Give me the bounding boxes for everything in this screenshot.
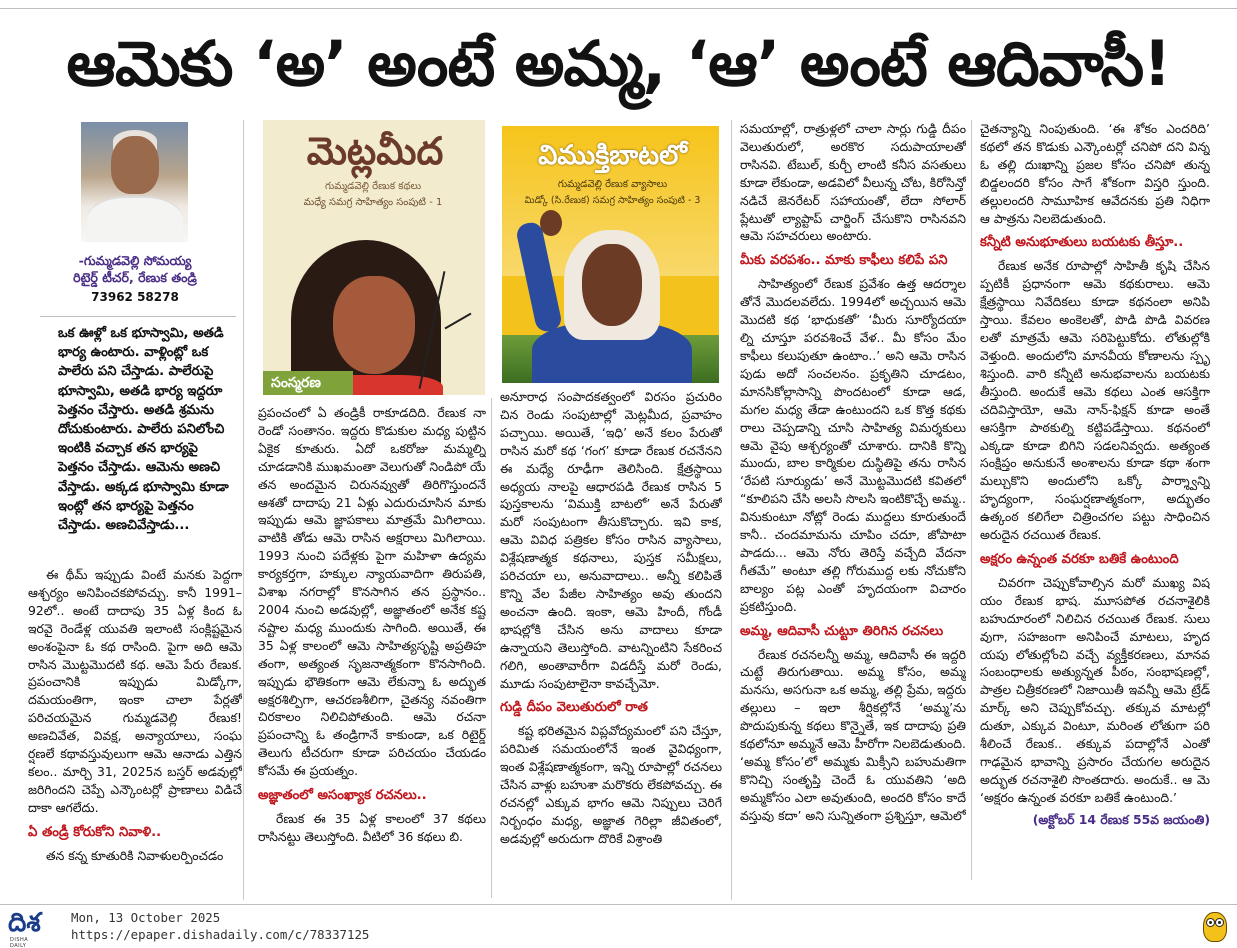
book1-label: సంస్మరణ — [263, 371, 353, 395]
subheading: మీకు వరపశం.. మాకు కాఫీలు కలిపే పని — [740, 253, 948, 269]
paragraph: ప్రపంచంలో ఏ తండ్రికీ రాకూడదిది. రేణుక నా రెండో సంతానం. ఇద్దరు కొడుకుల మధ్య పుట్టిన ఏకైక కూతురు. ఏదో ఒకరోజు మమ్మల్ని చూడడానికి ముఖమంతా వెలుగుతో నిండిపో యే తన అందమైన చిరునవ్వుతో తిరిగొస్తుందనే ఆశతో దాదాపు 21 ఏళ్లు ఎదురుచూసిన మాకు ఇప్పుడు ఆమె జ్ఞాపకాలు మాత్రమే మిగిలాయి. వాటికి తోడు ఆమె రాసిన అక్షరాలు మిగిలాయి. 1993 నుంచి పదేళ్లకు పైగా మహిళా ఉద్యమ కార్యకర్తగా, హక్కుల న్యాయవాదిగా తిరుపతి, విశాఖ నగరాల్లో కొనసాగిన తన ప్రస్థానం.. 2004 నుంచి అడవుల్లో, అజ్ఞాతంలో అనేక కష్ట నష్టాల మధ్య ముందుకు సాగింది. అయితే, ఈ 35 ఏళ్ల కాలంలో ఆమె సాహిత్యసృష్టి అప్రతిహ తంగా, అత్యంత సృజనాత్మకంగా కొనసాగింది. ఇప్పుడు భౌతికంగా ఆమె లేకున్నా ఓ అద్భుత అక్షరశిల్పిగా, ఆచరణశీలిగా, చైతన్య నవంతిగా చిరకాలం నిలిచిపోతుంది. ఆమె రచనా ప్రపంచాన్ని ఓ తండ్రిగానే కాకుండా, ఒక రిటైర్డ్ తెలుగు టీచరుగా కూడా పరిచయం చేయడం కోసమే ఈ ప్రయత్నం. — [258, 405, 486, 779]
paragraph: రేణుక అనేక రూపాల్లో సాహితీ కృషి చేసిన ప్పటికీ ప్రధానంగా ఆమె కథకురాలు. ఆమె క్షేత్రస్థాయి నివేదికలు కూడా కథనంలా అనిపి స్తాయి. కేవలం అంకెలతో, పొడి పొడి వివరణ లతో మాత్రమే ఆమె సరిపెట్టుకోదు. లోతుల్లోకి వెళ్తుంది. అందులోని మానవీయ కోణాలను స్పృ శిస్తుంది. వారి కన్నీటి అనుభవాలను బయటకు తీస్తుంది. అందుకే ఆమె కథలు ఎంత ఆసక్తిగా చదివిస్తాయో, ఆమె నాన్-ఫిక్షన్ కూడా అంతే ఆసక్తిగా పాఠకుల్ని కట్టిపడేస్తాయి. కథనంలో ఎక్కడా కూడా బిగిని సడలనివ్వదు. అత్యంత సంక్షిప్తం అనుకునే అంశాలను కూడా కథా శంగా మల్చుకొని అందులోని ఒక్కో పార్శ్వాన్ని హృద్యంగా, సంఘర్షణాత్మకంగా, అద్భుతం ఉత్కంఠ కలిగేలా చిత్రించగల పట్టు సాధించిన అరుదైన రచయిత రేణుక. — [980, 258, 1210, 543]
author-role: రిటైర్డ్ టీచర్, రేణుక తండ్రి — [73, 270, 197, 285]
column-divider — [491, 398, 492, 898]
book2-subtitle: గుమ్మడవెల్లి రేణుక వ్యాసాలు — [557, 179, 668, 190]
book1-title: మెట్లమీద — [306, 129, 444, 173]
subheading: అమ్మ, ఆదివాసీ చుట్టూ తిరిగిన రచనలు — [740, 623, 944, 639]
paragraph: తన కన్న కూతురికి నివాళులర్పించడం — [46, 847, 224, 863]
author-divider — [40, 316, 236, 317]
edition-date: Mon, 13 October 2025 — [71, 910, 221, 925]
paragraph: సమయాల్లో, రాత్రుళ్లలో చాలా సార్లు గుడ్డి దీపం వెలుతురులో, అరకొర సదుపాయాలతో రాసినవి. టేబుల్, కుర్చీ లాంటి కనీస వసతులు కూడా లేకుండా, అడవిలో వీలున్న చోట, కిరోసిన్తో నడిచే జెనరేటర్ సహాయంతో, లేదా సోలార్ ప్లేటుతో ల్యాప్టాప్ చార్జింగ్ చేసుకొని రాసినవని ఆమె సహచరులు అంటారు. — [740, 121, 966, 244]
paragraph: సాహిత్యంలో రేణుక ప్రవేశం ఉత్త ఆదర్శాల తోనే మొదలవలేదు. 1994లో అచ్చయిన ఆమె మొదటి కథ ‘భాధుకతో’ ‘మీరు సూర్యోదయా ల్ని చూస్తూ పరవశించే వేళ.. మీ కోసం మేం కాఫీలు కలుపుతూ ఉంటాం..’ అని ఆమె రాసిన పుడు అదో సంచలనం. ప్రకృతిని చూడటం, మానసికోల్లాసాన్ని పొందటంలో కూడా ఆడ, మగల మధ్య తేడా ఉంటుందని ఒక కొత్త కథకు రాలు చెప్పడాన్ని చూసి సాహిత్య విమర్శకులు ఆమె వైపు ఆశ్చర్యంతో చూశారు. దానికి కొన్ని ముందు, బాల కార్మికుల దుస్థితిపై తను రాసిన ‘రేపటి సూర్యుడు’ అనే మొట్టమొదటి కవితలో “కూలిపని చేసి అలసి సొలసి ఇంటికొచ్చే అమ్మ.. వినుకుంటూ నోట్లో రెండు ముద్దలు కూరుతుందే కానీ.. చందమామను చూపిం చదూ, జోపాటా పాడదు... ఆమె నోరు తెరిస్తే వచ్చేది వేదనా గీతమే” అంటూ తల్లి గోరుముద్ద లకు నోచుకోని బాల్యం పట్ల ఎంతో హృదయంగా విచారం ప్రకటిస్తుంది. — [740, 276, 966, 614]
paragraph: కష్ట భరితమైన విప్లవోద్యమంలో పని చేస్తూ, పరిమిత సమయంలోనే ఇంత వైవిధ్యంగా, ఇంత విశ్లేషణాత్మకంగా, ఇన్ని రూపాల్లో రచనలు చేసిన వాళ్లు బహుశా మరొకరు లేకపోవచ్చు. ఈ రచనల్లో ఎక్కువ భాగం ఆమె నిప్పులు చెరిగే నిర్బంధం మధ్య, అజ్ఞాత గెరిల్లా జీవితంలో, అడవుల్లో అరుదుగా దొరికే విశ్రాంతి — [500, 723, 722, 846]
article-column-5 — [980, 120, 1210, 876]
book-cover-metlameeda — [263, 120, 485, 395]
book2-subtitle-2: మిడ్కో (సి.రేణుక) సమగ్ర సాహిత్యం సంపుటి - 3 — [524, 195, 701, 206]
subheading: కన్నీటి అనుభూతులు బయటకు తీస్తూ.. — [980, 235, 1184, 251]
author-photo — [81, 122, 188, 242]
paragraph: అనూరాధ సంపాదకత్వంలో విరసం ప్రచురిం చిన రెండు సంపుటాల్లో మెట్లమీద, ప్రవాహం పచ్చాయి. అయితే, ‘ఇధి’ అనే కలం పేరుతో రాసిన మరో కథ ‘గంగ’ కూడా రేణుక రచనేనని ఈ మధ్యే రూఢీగా తెలిసింది. క్షేత్రస్థాయి అధ్యయ నాలపై ఆధారపడి రేణుక రాసిన 5 పుస్తకాలను ‘విముక్తి బాటలో’ అనే పేరుతో మరో సంపుటంగా తీసుకొచ్చారు. ఇవి కాక, ఆమె వివిధ పత్రికల కోసం రాసిన వ్యాసాలు, విశ్లేషణాత్మక కథనాలు, పుస్తక సమీక్షలు, పరిచయా లు, అనువాదాలు.. అన్నీ కలిపితే కొన్ని వేల పేజీల సాహిత్యం అవు తుందని అంచనా ఉంది. ఇంకా, ఆమె హిందీ, గోండీ భాషల్లోకి చేసిన అను వాదాలు కూడా ఉన్నాయని తెలుస్తోంది. వాటన్నింటిని సేకరించ గలిగి, అంతావారీగా విడదీస్తే మరో రెండు, మూడు సంపుటాలైనా కావచ్చేమో. — [500, 389, 722, 691]
paragraph: రేణుక ఈ 35 ఏళ్ల కాలంలో 37 కథలు రాసినట్టు తెలుస్తోంది. వీటిలో 36 కథలు బి. — [258, 811, 486, 844]
subheading: అక్షరం ఉన్నంత వరకూ బతికే ఉంటుంది — [980, 551, 1179, 567]
column-divider — [243, 120, 244, 900]
anniversary-note: (అక్టోబర్ 14 రేణుక 55వ జయంతి) — [1032, 811, 1210, 827]
disha-logo[interactable] — [6, 906, 46, 946]
author-phone: 73962 58278 — [91, 290, 179, 304]
column-divider — [731, 120, 732, 900]
footer — [0, 906, 1237, 948]
article-column-4 — [740, 120, 966, 876]
article-column-3 — [500, 388, 722, 876]
paragraph: చైతన్యాన్ని నింపుతుంది. ‘ఈ శోకం ఎందరిది’ కథలో తన కొడుకు ఎన్కౌంటర్లో చనిపో దని విన్న ఓ తల్లి దుఃఖాన్ని ప్రజల కోసం చనిపో తున్న బిడ్డలందరి కోసం సాగే శోకంగా విస్తరి స్తుంది. తల్లులందరి సామూహిక ఆవేదనకు ప్రతి నిధిగా ఆ పాత్రను నిలబెడుతుంది. — [980, 121, 1210, 226]
logo-subtext: DISHA DAILY — [10, 937, 29, 948]
book-cover-vimukthibatalo — [502, 126, 719, 383]
top-rule — [0, 8, 1237, 9]
author-byline — [40, 252, 230, 308]
article-column-2 — [258, 404, 486, 874]
subheading: గుడ్డి దీపం వెలుతురులో రాత — [500, 700, 648, 716]
book2-title: విముక్తిబాటలో — [538, 140, 687, 171]
author-name: -గుమ్మడవెల్లి సోమయ్య — [78, 253, 192, 268]
intro-text: ఒక ఊళ్లో ఒక భూస్వామి, అతడి భార్య ఉంటారు. వాళ్లింట్లో ఒక పాలేరు పని చేస్తాడు. పాలేరుపై భూస్వామి, అతడి భార్య ఇద్దరూ పెత్తనం చేస్తారు. అతడి శ్రమను దోచుకుంటారు. పాలేరు పనిలోంచి ఇంటికి వచ్చాక తన భార్యపై పెత్తనం చేస్తాడు. ఆమెను అణచి వేస్తాడు. అక్కడ భూస్వామి కూడా ఇంట్లో తన భార్యపై పెత్తనం చేస్తాడు. అణచివేస్తాడు... — [58, 326, 229, 534]
subheading: ఏ తండ్రీ కోరుకోని నివాళి.. — [28, 824, 162, 840]
logo-text: దిశ — [8, 908, 41, 938]
footer-rule — [0, 904, 1237, 905]
book1-subtitle: గుమ్మడవెల్లి రేణుక కథలు — [324, 181, 422, 192]
paragraph: రేణుక రచనలన్నీ అమ్మ, ఆదివాసీ ఈ ఇద్దరి చుట్టే తిరుగుతాయి. అమ్మ కోసం, అమ్మ మనసు, అసగునా ఒక అమ్మ, తల్లి ప్రేమ, ఇద్దరు తల్లులు – ఇలా శీర్షికల్లోనే ‘అమ్మ’ను పొదుపుకున్న కథలు కొన్నైతే, ఇక దాదాపు ప్రతి కథలోనూ అమ్మనే ఆమె హీరోగా నిలబెడుతుంది. ‘అమ్మ కోసం’లో అమ్మకు మిక్సీని బహుమతిగా కొనిచ్చి సంతృప్తి చెందే ఓ యువతిని ‘అది అమ్మకోసం ఎలా అవుతుంది, అందరి కోసం కాదే వస్తువు కదా’ అని సున్నితంగా ప్రశ్నిస్తూ, ఆమెలో — [740, 646, 966, 823]
owl-mascot-icon — [1199, 908, 1231, 944]
book1-subtitle-2: మధ్యే సమగ్ర సాహిత్యం సంపుటి - 1 — [303, 197, 443, 208]
headline: ఆమెకు ‘అ’ అంటే అమ్మ, ‘ఆ’ అంటే ఆదివాసీ! — [66, 27, 1171, 100]
paragraph: ఈ థీమ్ ఇప్పుడు వింటే మనకు పెద్దగా ఆశ్చర్యం అనిపించకపోవచ్చు. కానీ 1991–92లో.. అంటే దాదాపు 35 ఏళ్ల కింద ఓ ఇరవై రెండేళ్ల యువతి ఇలాంటి సంక్లిష్టమైన అంశంపైనా ఓ కథ రాసింది. పైగా అది ఆమె రాసిన మొట్టమొదటి కథ. ఆమె పేరు రేణుక. ప్రపంచానికి ఇప్పుడు మిడ్కోగా, దమయంతిగా, ఇంకా చాలా పేర్లతో పరిచయమైన గుమ్మడవెల్లి రేణుక! అణచివేత, వివక్ష, అన్యాయాలు, సంఘ ర్షణలే కథావస్తువులుగా ఆమె ఆనాడు ఎత్తిన కలం.. మార్చి 31, 2025న బస్తర్ అడవుల్లో జరిగిందని చెప్పే ఎన్కౌంటర్లో ప్రాణాలు విడిచే దాకా ఆగలేదు. — [28, 567, 242, 815]
column-divider — [971, 120, 972, 880]
paragraph: చివరగా చెప్పుకోవాల్సిన మరో ముఖ్య విష యం రేణుక భాష. మూసపోత రచనాశైలికి బహుదూరంలో నిలిచిన రచయిత రేణుక. సులు వుగా, సహజంగా అనిపించే మాటలు, హృద యపు లోతుల్లోంచి వచ్చే వ్యక్తీకరణలు, మానవ సంబంధాలకు అత్యున్నత పీఠం, సంభాషణల్లో, పాత్రల చిత్రీకరణలో నిజాయితీ ఇవన్నీ ఆమె ట్రేడ్ మార్క్ అని చెప్పుకోవచ్చు. తక్కువ మాటల్లో దుతూ, ఎక్కువ వింటూ, మరింత లోతుగా పరి శీలించే రేణుక.. తక్కువ పదాల్లోనే ఎంతో గాఢమైన భావాన్ని ప్రసారం చేయగల అరుదైన అద్భుత రచనాశైలి సొంతదారు. అందుకే.. ఆ మె ‘అక్షరం ఉన్నంత వరకూ బతికే ఉంటుంది.’ — [980, 574, 1210, 805]
subheading: అజ్ఞాతంలో అసంఖ్యాక రచనలు.. — [258, 788, 427, 804]
article-column-1 — [28, 566, 242, 876]
epaper-link[interactable]: https://epaper.dishadaily.com/c/78337125 — [71, 927, 370, 942]
